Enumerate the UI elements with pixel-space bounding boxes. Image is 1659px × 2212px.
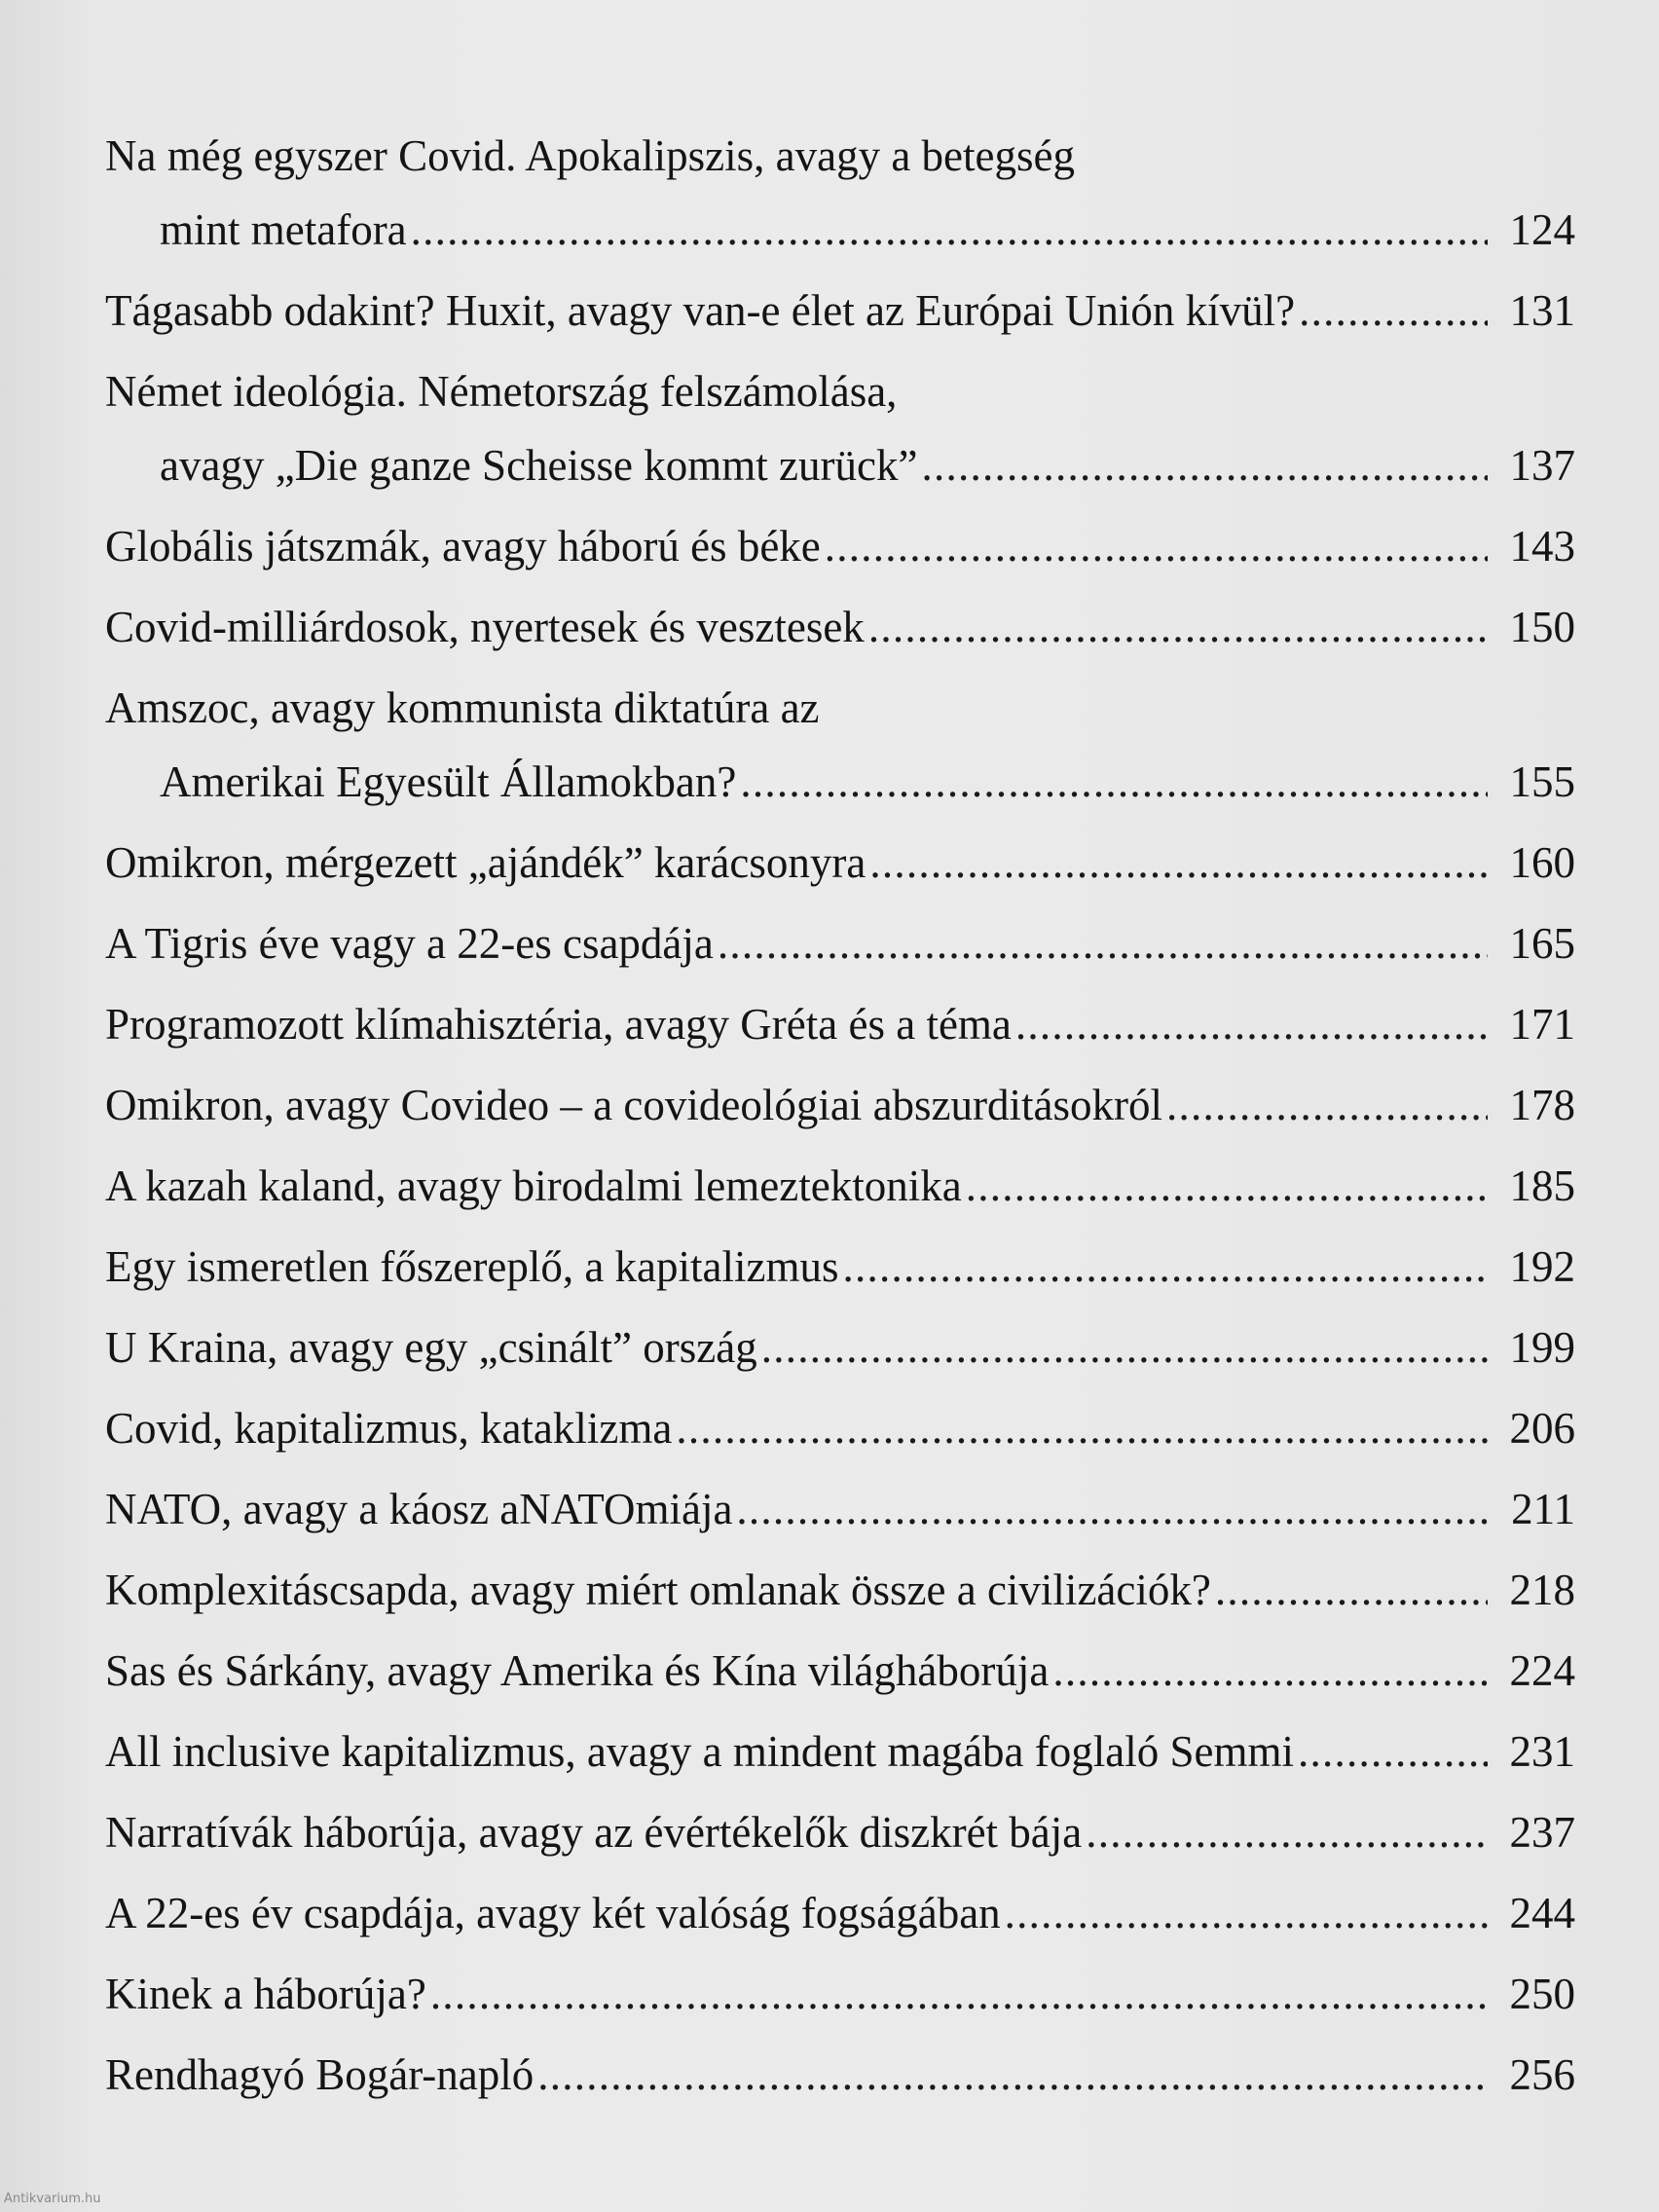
toc-entry-title: Programozott klímahisztéria, avagy Gréta és a téma — [105, 1000, 1012, 1049]
toc-entry-row — [105, 1876, 1575, 1950]
toc-page-number: 143 — [1509, 522, 1575, 571]
toc-entry-row — [105, 1230, 1575, 1304]
dot-leader — [966, 1149, 1488, 1223]
toc-entry — [105, 590, 1575, 664]
toc-entry-title-line1: Német ideológia. Németország felszámolása, — [105, 367, 898, 416]
toc-entry-title-line1: Na még egyszer Covid. Apokalipszis, avagy a betegség — [105, 131, 1075, 180]
toc-entry-title: A kazah kaland, avagy birodalmi lemeztektonika — [105, 1161, 962, 1210]
dot-leader — [736, 1472, 1488, 1546]
dot-leader — [761, 1310, 1488, 1384]
toc-entry — [105, 509, 1575, 583]
toc-entry-row — [105, 1795, 1575, 1869]
toc-entry-row — [105, 2038, 1575, 2112]
dot-leader — [843, 1230, 1489, 1304]
toc-entry-row — [105, 1957, 1575, 2031]
toc-entry-title: Kinek a háborúja? — [105, 1970, 426, 2018]
toc-entry — [105, 1634, 1575, 1708]
watermark-text: Antikvarium.hu — [4, 2192, 101, 2206]
dot-leader — [1299, 274, 1488, 348]
toc-entry-title-line1: Amszoc, avagy kommunista diktatúra az — [105, 683, 820, 732]
toc-entry-row — [105, 1634, 1575, 1708]
toc-entry — [105, 1068, 1575, 1142]
toc-entry — [105, 1472, 1575, 1546]
toc-entry-row — [105, 1553, 1575, 1627]
toc-entry-row — [105, 826, 1575, 900]
toc-entry — [105, 1230, 1575, 1304]
toc-entry — [105, 826, 1575, 900]
toc-entry-row — [105, 509, 1575, 583]
toc-page-number: 192 — [1509, 1242, 1575, 1291]
toc-page-number: 224 — [1509, 1646, 1575, 1695]
toc-entry-title: avagy „Die ganze Scheisse kommt zurück” — [160, 441, 918, 490]
toc-page-number: 178 — [1509, 1081, 1575, 1129]
toc-entry-row — [105, 1391, 1575, 1465]
toc-page-number: 160 — [1509, 838, 1575, 887]
toc-entry — [105, 1391, 1575, 1465]
toc-page-number: 218 — [1509, 1566, 1575, 1614]
toc-entry-row — [105, 1310, 1575, 1384]
toc-entry-title: Rendhagyó Bogár-napló — [105, 2050, 535, 2099]
table-of-contents — [105, 119, 1575, 2119]
toc-entry-row — [105, 906, 1575, 980]
toc-page-number: 231 — [1509, 1727, 1575, 1776]
dot-leader — [1052, 1634, 1488, 1708]
toc-entry-title: A Tigris éve vagy a 22-es csapdája — [105, 919, 714, 968]
toc-page-number: 155 — [1509, 757, 1575, 806]
dot-leader — [411, 193, 1488, 267]
dot-leader — [676, 1391, 1488, 1465]
toc-entry-title: Amerikai Egyesült Államokban? — [160, 757, 737, 806]
toc-entry — [105, 354, 1575, 502]
toc-entry-row — [105, 193, 1575, 267]
toc-entry-title: Covid-milliárdosok, nyertesek és vesztesek — [105, 603, 865, 651]
toc-entry — [105, 671, 1575, 819]
toc-entry-title: mint metafora — [160, 205, 407, 254]
toc-entry-title: All inclusive kapitalizmus, avagy a mindent magába foglaló Semmi — [105, 1727, 1294, 1776]
toc-entry-row — [105, 987, 1575, 1061]
toc-entry-title: NATO, avagy a káosz aNATOmiája — [105, 1485, 733, 1533]
toc-entry-title: U Kraina, avagy egy „csinált” ország — [105, 1323, 757, 1372]
dot-leader — [869, 826, 1488, 900]
toc-entry-row — [105, 274, 1575, 348]
toc-entry — [105, 1714, 1575, 1788]
toc-entry-title: Narratívák háborúja, avagy az évértékelők diszkrét bája — [105, 1808, 1083, 1857]
dot-leader — [1298, 1714, 1488, 1788]
dot-leader — [921, 428, 1488, 502]
dot-leader — [1015, 987, 1488, 1061]
toc-entry-row — [105, 1714, 1575, 1788]
toc-page-number: 131 — [1509, 286, 1575, 335]
toc-page-number: 185 — [1509, 1161, 1575, 1210]
toc-entry-title: Komplexitáscsapda, avagy miért omlanak össze a civilizációk? — [105, 1566, 1211, 1614]
toc-entry-title: Tágasabb odakint? Huxit, avagy van-e élet az Európai Unión kívül? — [105, 286, 1296, 335]
toc-entry — [105, 1876, 1575, 1950]
dot-leader — [537, 2038, 1488, 2112]
toc-entry — [105, 1149, 1575, 1223]
toc-entry-title: Globális játszmák, avagy háború és béke — [105, 522, 821, 571]
toc-page-number: 256 — [1509, 2050, 1575, 2099]
toc-entry-title: Sas és Sárkány, avagy Amerika és Kína világháborúja — [105, 1646, 1050, 1695]
toc-page-number: 137 — [1509, 441, 1575, 490]
toc-page-number: 211 — [1511, 1485, 1575, 1533]
toc-entry-row — [105, 1068, 1575, 1142]
toc-entry — [105, 987, 1575, 1061]
dot-leader — [1005, 1876, 1488, 1950]
toc-page-number: 150 — [1509, 603, 1575, 651]
toc-page-number: 206 — [1509, 1404, 1575, 1453]
dot-leader — [1086, 1795, 1488, 1869]
dot-leader — [868, 590, 1488, 664]
toc-page-number: 171 — [1509, 1000, 1575, 1049]
toc-entry — [105, 119, 1575, 267]
toc-entry — [105, 274, 1575, 348]
dot-leader — [1215, 1553, 1488, 1627]
toc-entry-title: Omikron, mérgezett „ajándék” karácsonyra — [105, 838, 866, 887]
toc-page-number: 165 — [1509, 919, 1575, 968]
dot-leader — [430, 1957, 1488, 2031]
toc-entry-title: Egy ismeretlen főszereplő, a kapitalizmus — [105, 1242, 839, 1291]
toc-page-number: 250 — [1509, 1970, 1575, 2018]
dot-leader — [718, 906, 1488, 980]
toc-page-number: 124 — [1509, 205, 1575, 254]
toc-entry — [105, 1553, 1575, 1627]
toc-entry — [105, 1957, 1575, 2031]
dot-leader — [740, 745, 1488, 819]
toc-page-number: 237 — [1509, 1808, 1575, 1857]
toc-entry-row — [105, 1472, 1575, 1546]
toc-entry — [105, 1795, 1575, 1869]
toc-entry-row — [105, 1149, 1575, 1223]
toc-page-number: 244 — [1509, 1889, 1575, 1937]
toc-entry-row — [105, 428, 1575, 502]
toc-page-number: 199 — [1509, 1323, 1575, 1372]
dot-leader — [1166, 1068, 1488, 1142]
toc-entry — [105, 906, 1575, 980]
toc-entry-title: Covid, kapitalizmus, kataklizma — [105, 1404, 673, 1453]
toc-entry-title: Omikron, avagy Covideo – a covideológiai abszurditásokról — [105, 1081, 1162, 1129]
toc-entry-title: A 22-es év csapdája, avagy két valóság fogságában — [105, 1889, 1001, 1937]
toc-entry — [105, 2038, 1575, 2112]
toc-entry-row — [105, 590, 1575, 664]
toc-entry — [105, 1310, 1575, 1384]
dot-leader — [825, 509, 1488, 583]
toc-entry-row — [105, 745, 1575, 819]
